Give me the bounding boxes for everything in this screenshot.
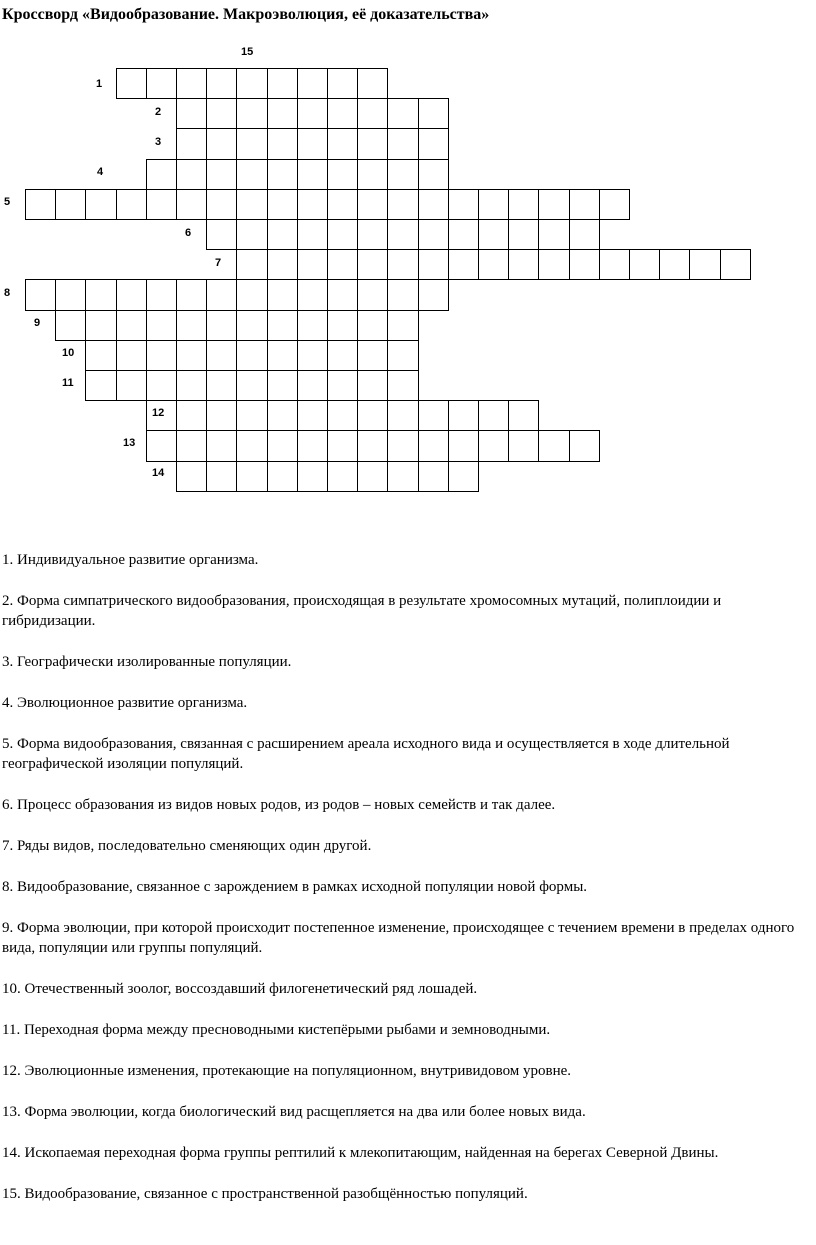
crossword-cell[interactable] <box>508 189 539 220</box>
crossword-cell[interactable] <box>357 400 388 431</box>
crossword-cell[interactable] <box>569 189 600 220</box>
crossword-cell[interactable] <box>418 189 449 220</box>
crossword-cell[interactable] <box>116 340 147 371</box>
crossword-cell[interactable] <box>146 340 177 371</box>
crossword-cell[interactable] <box>267 279 298 310</box>
crossword-cell[interactable] <box>297 98 328 129</box>
crossword-cell[interactable] <box>297 219 328 250</box>
row-number: 2 <box>155 106 162 118</box>
crossword-cell[interactable] <box>387 128 418 159</box>
crossword-cell[interactable] <box>418 461 449 492</box>
crossword-cell[interactable] <box>236 128 267 159</box>
crossword-cell[interactable] <box>689 249 720 280</box>
crossword-cell[interactable] <box>176 370 207 401</box>
vertical-word-number: 15 <box>241 46 254 58</box>
crossword-cell[interactable] <box>236 340 267 371</box>
crossword-cell[interactable] <box>538 249 569 280</box>
crossword-cell[interactable] <box>297 370 328 401</box>
crossword-cell[interactable] <box>387 189 418 220</box>
crossword-cell[interactable] <box>236 400 267 431</box>
crossword-cell[interactable] <box>357 430 388 461</box>
page-title: Кроссворд «Видообразование. Макроэволюция, её доказательства» <box>2 6 490 23</box>
crossword-cell[interactable] <box>418 249 449 280</box>
crossword-cell[interactable] <box>267 310 298 341</box>
crossword-cell[interactable] <box>357 128 388 159</box>
crossword-cell[interactable] <box>327 219 358 250</box>
crossword-cell[interactable] <box>327 189 358 220</box>
crossword-grid <box>0 0 816 500</box>
crossword-cell[interactable] <box>387 400 418 431</box>
clue-item: 3. Географически изолированные популяции. <box>2 654 292 670</box>
crossword-cell[interactable] <box>327 98 358 129</box>
crossword-cell[interactable] <box>176 400 207 431</box>
crossword-cell[interactable] <box>418 219 449 250</box>
crossword-cell[interactable] <box>297 430 328 461</box>
crossword-cell[interactable] <box>418 400 449 431</box>
crossword-cell[interactable] <box>236 370 267 401</box>
crossword-cell[interactable] <box>267 159 298 190</box>
crossword-cell[interactable] <box>357 461 388 492</box>
crossword-cell[interactable] <box>387 159 418 190</box>
clue-list <box>2 550 808 1225</box>
crossword-cell[interactable] <box>176 98 207 129</box>
crossword-cell[interactable] <box>236 98 267 129</box>
crossword-cell[interactable] <box>176 159 207 190</box>
crossword-cell[interactable] <box>357 279 388 310</box>
crossword-cell[interactable] <box>146 430 177 461</box>
crossword-cell[interactable] <box>85 189 116 220</box>
crossword-cell[interactable] <box>327 430 358 461</box>
crossword-cell[interactable] <box>176 189 207 220</box>
crossword-cell[interactable] <box>387 279 418 310</box>
clue-item: 9. Форма эволюции, при которой происходит постепенное изменение, происходящее с течением времени в пределах одного вида, популяции или группы популяций. <box>2 920 795 956</box>
crossword-cell[interactable] <box>357 189 388 220</box>
clue-item: 14. Ископаемая переходная форма группы рептилий к млекопитающим, найденная на берегах Северной Двины. <box>2 1145 719 1161</box>
crossword-cell[interactable] <box>599 189 630 220</box>
crossword-cell[interactable] <box>206 310 237 341</box>
crossword-cell[interactable] <box>357 98 388 129</box>
crossword-cell[interactable] <box>267 98 298 129</box>
crossword-cell[interactable] <box>206 430 237 461</box>
crossword-cell[interactable] <box>206 219 237 250</box>
crossword-cell[interactable] <box>357 340 388 371</box>
crossword-cell[interactable] <box>357 370 388 401</box>
crossword-cell[interactable] <box>206 159 237 190</box>
crossword-cell[interactable] <box>116 68 147 99</box>
crossword-cell[interactable] <box>297 400 328 431</box>
crossword-cell[interactable] <box>387 310 418 341</box>
crossword-cell[interactable] <box>85 370 116 401</box>
clue-item: 11. Переходная форма между пресноводными кистепёрыми рыбами и земноводными. <box>2 1022 551 1038</box>
crossword-cell[interactable] <box>55 279 86 310</box>
crossword-cell[interactable] <box>448 430 479 461</box>
crossword-cell[interactable] <box>236 310 267 341</box>
crossword-cell[interactable] <box>236 249 267 280</box>
crossword-cell[interactable] <box>448 400 479 431</box>
clue-item: 7. Ряды видов, последовательно сменяющих один другой. <box>2 838 372 854</box>
crossword-cell[interactable] <box>418 430 449 461</box>
row-number: 3 <box>155 136 162 148</box>
crossword-cell[interactable] <box>569 219 600 250</box>
clue-item: 6. Процесс образования из видов новых родов, из родов – новых семейств и так далее. <box>2 797 556 813</box>
crossword-cell[interactable] <box>267 68 298 99</box>
crossword-cell[interactable] <box>206 370 237 401</box>
crossword-cell[interactable] <box>327 340 358 371</box>
row-number: 12 <box>152 407 165 419</box>
crossword-cell[interactable] <box>146 159 177 190</box>
crossword-cell[interactable] <box>357 310 388 341</box>
crossword-cell[interactable] <box>357 249 388 280</box>
crossword-cell[interactable] <box>387 370 418 401</box>
crossword-cell[interactable] <box>297 189 328 220</box>
crossword-cell[interactable] <box>206 68 237 99</box>
crossword-cell[interactable] <box>387 219 418 250</box>
row-number: 8 <box>4 287 11 299</box>
crossword-cell[interactable] <box>146 68 177 99</box>
crossword-cell[interactable] <box>176 68 207 99</box>
crossword-cell[interactable] <box>478 249 509 280</box>
crossword-cell[interactable] <box>236 159 267 190</box>
crossword-cell[interactable] <box>267 249 298 280</box>
crossword-cell[interactable] <box>267 189 298 220</box>
crossword-cell[interactable] <box>387 340 418 371</box>
clue-item: 1. Индивидуальное развитие организма. <box>2 552 259 568</box>
clue-item: 5. Форма видообразования, связанная с расширением ареала исходного вида и осуществляется в ходе длительной географической изоляции популяций. <box>2 736 730 772</box>
crossword-cell[interactable] <box>297 340 328 371</box>
crossword-cell[interactable] <box>116 189 147 220</box>
crossword-cell[interactable] <box>85 340 116 371</box>
crossword-cell[interactable] <box>236 68 267 99</box>
crossword-cell[interactable] <box>25 279 56 310</box>
crossword-cell[interactable] <box>418 159 449 190</box>
crossword-cell[interactable] <box>146 189 177 220</box>
row-number: 11 <box>62 377 74 389</box>
crossword-cell[interactable] <box>720 249 751 280</box>
crossword-cell[interactable] <box>236 279 267 310</box>
crossword-cell[interactable] <box>176 128 207 159</box>
crossword-cell[interactable] <box>236 461 267 492</box>
crossword-cell[interactable] <box>327 279 358 310</box>
crossword-cell[interactable] <box>508 430 539 461</box>
crossword-cell[interactable] <box>448 219 479 250</box>
crossword-cell[interactable] <box>508 400 539 431</box>
crossword-cell[interactable] <box>478 219 509 250</box>
crossword-cell[interactable] <box>297 249 328 280</box>
crossword-cell[interactable] <box>297 310 328 341</box>
crossword-cell[interactable] <box>267 219 298 250</box>
crossword-cell[interactable] <box>176 461 207 492</box>
crossword-cell[interactable] <box>297 128 328 159</box>
crossword-cell[interactable] <box>569 430 600 461</box>
crossword-cell[interactable] <box>508 219 539 250</box>
clue-item: 4. Эволюционное развитие организма. <box>2 695 248 711</box>
crossword-cell[interactable] <box>206 279 237 310</box>
crossword-cell[interactable] <box>448 461 479 492</box>
crossword-cell[interactable] <box>55 310 86 341</box>
crossword-cell[interactable] <box>297 68 328 99</box>
row-number: 1 <box>96 78 103 90</box>
crossword-cell[interactable] <box>116 279 147 310</box>
crossword-cell[interactable] <box>418 128 449 159</box>
crossword-cell[interactable] <box>357 219 388 250</box>
crossword-cell[interactable] <box>297 279 328 310</box>
crossword-cell[interactable] <box>478 400 509 431</box>
crossword-cell[interactable] <box>116 370 147 401</box>
crossword-cell[interactable] <box>418 98 449 129</box>
row-number: 6 <box>185 227 192 239</box>
crossword-cell[interactable] <box>599 249 630 280</box>
row-number: 14 <box>152 467 165 479</box>
crossword-cell[interactable] <box>267 400 298 431</box>
crossword-cell[interactable] <box>55 189 86 220</box>
crossword-cell[interactable] <box>327 370 358 401</box>
crossword-cell[interactable] <box>176 430 207 461</box>
clue-item: 10. Отечественный зоолог, воссоздавший филогенетический ряд лошадей. <box>2 981 478 997</box>
crossword-cell[interactable] <box>357 159 388 190</box>
crossword-cell[interactable] <box>267 430 298 461</box>
row-number: 13 <box>123 437 136 449</box>
crossword-cell[interactable] <box>448 249 479 280</box>
crossword-cell[interactable] <box>267 128 298 159</box>
crossword-cell[interactable] <box>267 461 298 492</box>
crossword-cell[interactable] <box>387 249 418 280</box>
crossword-cell[interactable] <box>327 68 358 99</box>
crossword-cell[interactable] <box>538 430 569 461</box>
crossword-cell[interactable] <box>357 68 388 99</box>
crossword-cell[interactable] <box>206 461 237 492</box>
crossword-cell[interactable] <box>327 400 358 431</box>
crossword-cell[interactable] <box>478 430 509 461</box>
crossword-cell[interactable] <box>297 461 328 492</box>
clue-item: 2. Форма симпатрического видообразования, происходящая в результате хромосомных мутаций, полиплоидии и гибридизации. <box>2 593 722 629</box>
row-number: 10 <box>62 347 75 359</box>
crossword-cell[interactable] <box>327 310 358 341</box>
crossword-cell[interactable] <box>206 189 237 220</box>
crossword-cell[interactable] <box>267 340 298 371</box>
crossword-cell[interactable] <box>387 430 418 461</box>
crossword-cell[interactable] <box>25 189 56 220</box>
crossword-cell[interactable] <box>236 430 267 461</box>
crossword-cell[interactable] <box>206 128 237 159</box>
crossword-cell[interactable] <box>146 279 177 310</box>
crossword-cell[interactable] <box>116 310 147 341</box>
crossword-cell[interactable] <box>85 310 116 341</box>
crossword-cell[interactable] <box>387 461 418 492</box>
clue-item: 8. Видообразование, связанное с зарождением в рамках исходной популяции новой формы. <box>2 879 588 895</box>
row-number: 7 <box>215 257 222 269</box>
row-number: 9 <box>34 317 41 329</box>
crossword-cell[interactable] <box>508 249 539 280</box>
crossword-cell[interactable] <box>176 279 207 310</box>
clue-item: 13. Форма эволюции, когда биологический вид расщепляется на два или более новых вида. <box>2 1104 586 1120</box>
crossword-cell[interactable] <box>659 249 690 280</box>
crossword-cell[interactable] <box>387 98 418 129</box>
clue-item: 15. Видообразование, связанное с пространственной разобщённостью популяций. <box>2 1186 528 1202</box>
crossword-cell[interactable] <box>297 159 328 190</box>
clue-item: 12. Эволюционные изменения, протекающие на популяционном, внутривидовом уровне. <box>2 1063 572 1079</box>
crossword-cell[interactable] <box>327 249 358 280</box>
crossword-cell[interactable] <box>569 249 600 280</box>
crossword-cell[interactable] <box>538 189 569 220</box>
crossword-cell[interactable] <box>85 279 116 310</box>
crossword-cell[interactable] <box>418 279 449 310</box>
crossword-cell[interactable] <box>327 461 358 492</box>
crossword-cell[interactable] <box>236 189 267 220</box>
row-number: 5 <box>4 196 11 208</box>
crossword-cell[interactable] <box>538 219 569 250</box>
crossword-cell[interactable] <box>206 400 237 431</box>
crossword-cell[interactable] <box>146 370 177 401</box>
crossword-cell[interactable] <box>629 249 660 280</box>
row-number: 4 <box>97 166 104 178</box>
crossword-cell[interactable] <box>206 340 237 371</box>
crossword-cell[interactable] <box>176 340 207 371</box>
crossword-cell[interactable] <box>448 189 479 220</box>
crossword-cell[interactable] <box>206 98 237 129</box>
crossword-cell[interactable] <box>146 310 177 341</box>
crossword-cell[interactable] <box>327 159 358 190</box>
crossword-cell[interactable] <box>327 128 358 159</box>
crossword-cell[interactable] <box>236 219 267 250</box>
crossword-cell[interactable] <box>176 310 207 341</box>
crossword-cell[interactable] <box>478 189 509 220</box>
crossword-cell[interactable] <box>267 370 298 401</box>
